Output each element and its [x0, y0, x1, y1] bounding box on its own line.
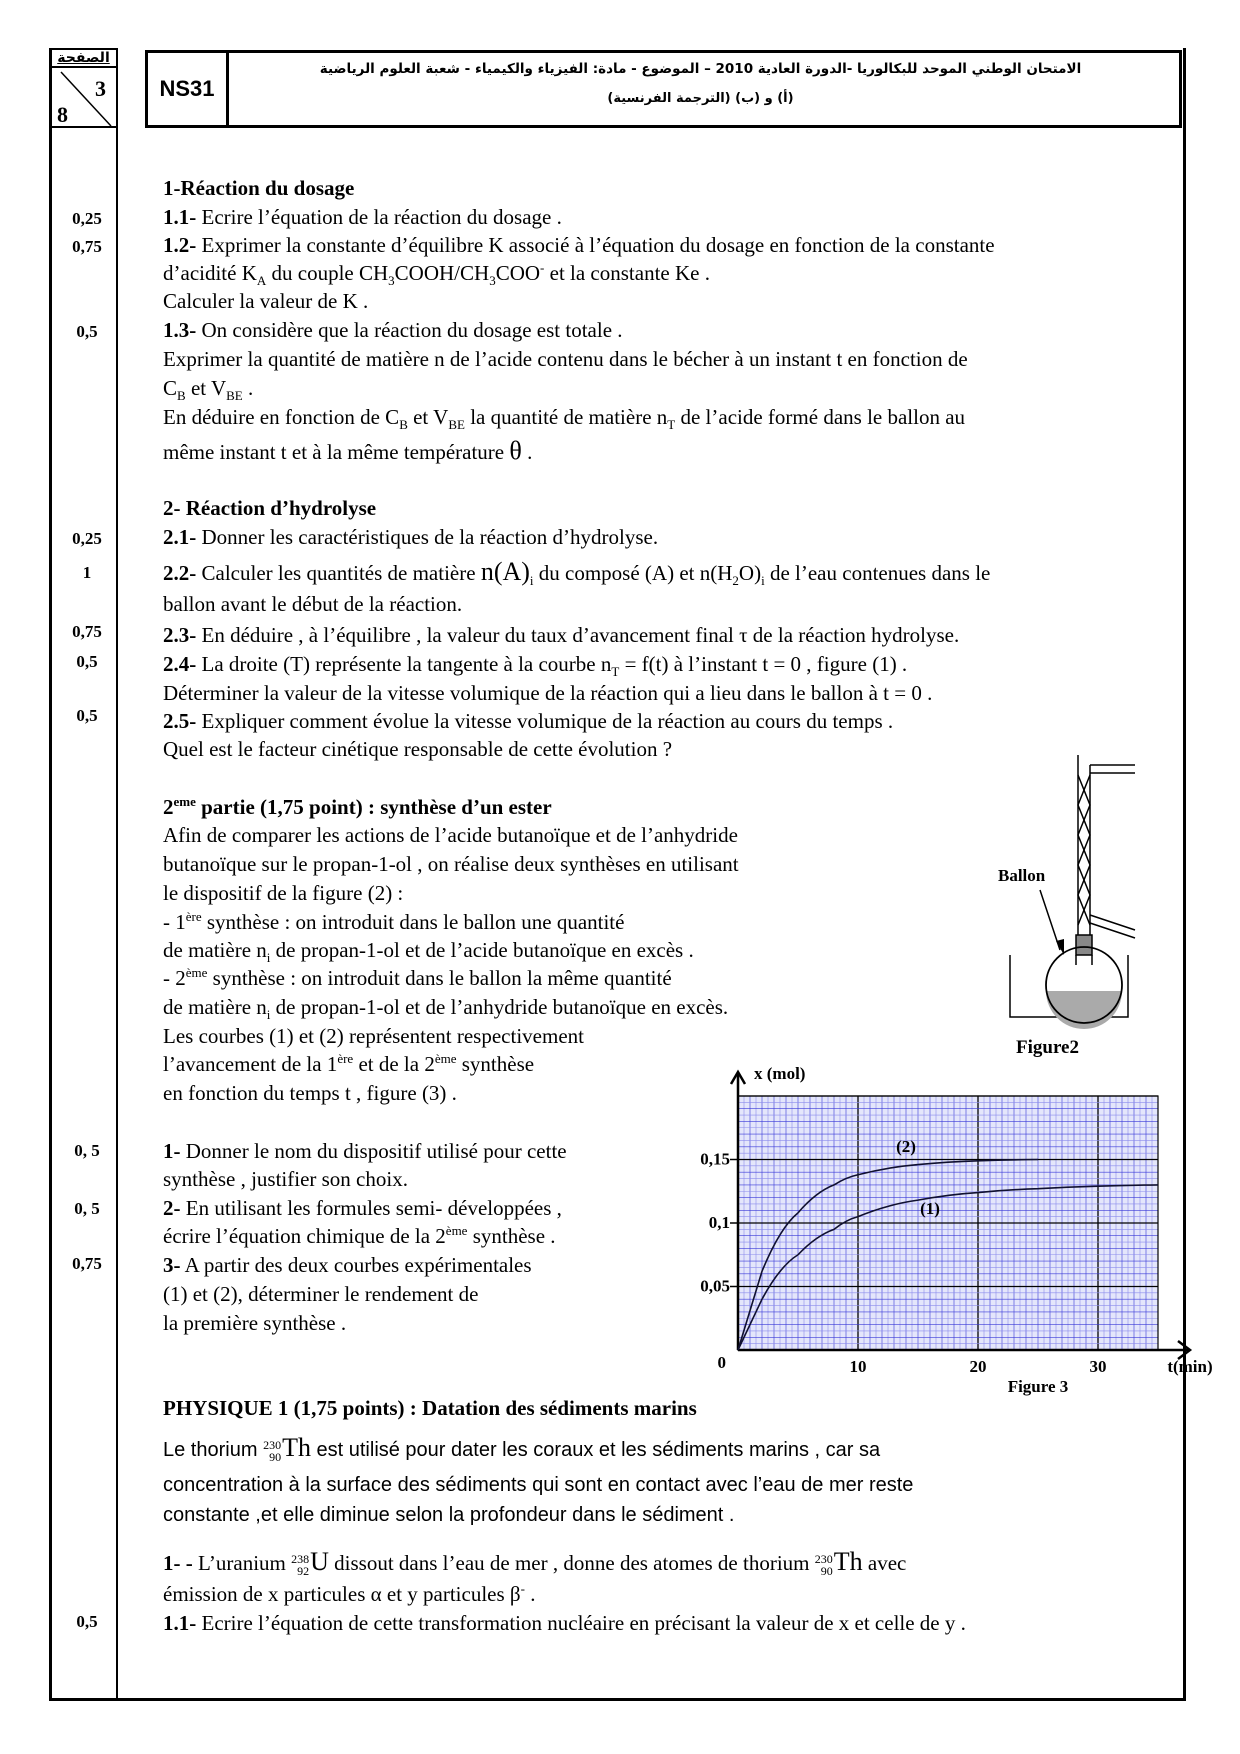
text-run: Afin de comparer les actions de l’acide butanoïque et de l’anhydride — [163, 823, 738, 847]
question-number: 2.3- — [163, 623, 197, 647]
text-run: de matière n — [163, 995, 267, 1019]
subscript: 3 — [388, 273, 395, 289]
subscript: A — [256, 273, 267, 289]
text-run: C — [163, 376, 178, 400]
text-run: Le thorium — [163, 1439, 264, 1461]
x-tick-label: 30 — [1089, 1357, 1107, 1376]
subscript: BE — [226, 388, 243, 404]
text-run: et la constante Ke . — [544, 261, 710, 285]
text-line — [163, 1198, 562, 1219]
frame-right — [1183, 48, 1186, 1701]
score-value: 0, 5 — [74, 1199, 100, 1218]
isotope-numbers — [815, 1553, 833, 1577]
text-run: PHYSIQUE 1 (1,75 points) : Datation des sédiments marins — [163, 1396, 697, 1420]
page-number-box — [49, 48, 118, 128]
text-run: Calculer la valeur de K . — [163, 289, 369, 313]
atomic-number: 92 — [297, 1564, 310, 1579]
chart-title: Figure 3 — [1007, 1377, 1069, 1396]
text-run: O) — [738, 561, 762, 585]
text-line — [163, 854, 739, 875]
text-line — [163, 965, 672, 990]
text-run: écrire l’équation chimique de la 2 — [163, 1224, 446, 1248]
score-value: 0,5 — [76, 1612, 98, 1631]
question-number: 2- — [163, 1196, 181, 1220]
text-line — [163, 1435, 880, 1463]
text-run: synthèse , justifier son choix. — [163, 1167, 408, 1191]
text-line — [163, 739, 672, 760]
score-value: 0,25 — [72, 529, 102, 548]
text-run: COO — [495, 261, 541, 285]
score-value: 0,75 — [72, 237, 102, 256]
text-line — [163, 349, 968, 370]
text-line — [163, 1475, 913, 1495]
text-run: même instant t et à la même température — [163, 440, 510, 464]
text-line — [163, 1169, 408, 1190]
question-number: 1- - — [163, 1551, 198, 1575]
text-line — [163, 1284, 478, 1305]
text-run: la première synthèse . — [163, 1311, 347, 1335]
text-run: On considère que la réaction du dosage est totale . — [196, 318, 623, 342]
frame-left — [49, 48, 52, 1701]
frame-margin-line — [116, 48, 118, 1701]
superscript: eme — [173, 794, 196, 809]
text-run: le dispositif de la figure (2) : — [163, 881, 404, 905]
subscript: i — [761, 573, 765, 589]
text-run: Exprimer la constante d’équilibre K associé à l’équation du dosage en fonction de la constante — [196, 233, 995, 257]
superscript: ème — [445, 1223, 468, 1238]
curve-label: (1) — [920, 1199, 940, 1219]
subscript: 2 — [732, 573, 739, 589]
question-number: 1.1- — [163, 1611, 197, 1635]
text-run: En déduire , à l’équilibre , la valeur du taux d’avancement final τ de la réaction hydrolyse. — [196, 623, 960, 647]
text-run: Ecrire l’équation de cette transformation nucléaire en précisant la valeur de x et celle de y . — [196, 1611, 966, 1635]
symbol: Th — [833, 1547, 863, 1576]
text-run: butanoïque sur le propan-1-ol , on réalise deux synthèses en utilisant — [163, 852, 739, 876]
text-run: synthèse . — [467, 1224, 556, 1248]
text-line — [163, 652, 908, 680]
y-axis-label: x (mol) — [754, 1064, 806, 1083]
question-number: 1.3- — [163, 318, 197, 342]
text-run: du composé (A) et n(H — [533, 561, 733, 585]
text-line — [163, 235, 995, 256]
superscript: - — [540, 260, 545, 275]
text-run: du couple CH — [266, 261, 389, 285]
text-line — [163, 625, 959, 646]
curve-label: (2) — [896, 1136, 916, 1156]
x-axis-label: t(min) — [1167, 1357, 1213, 1376]
symbol: θ — [509, 436, 522, 465]
text-line — [163, 1083, 457, 1104]
text-run: l’avancement de la 1 — [163, 1052, 338, 1076]
superscript: ème — [434, 1051, 457, 1066]
subscript: T — [611, 664, 620, 680]
x-tick-label: 10 — [849, 1357, 867, 1376]
isotope-numbers — [263, 1439, 281, 1463]
subscript: B — [399, 417, 408, 433]
text-run: et de la 2 — [353, 1052, 435, 1076]
text-run: Ecrire l’équation de la réaction du dosage . — [196, 205, 562, 229]
page-label: الصفحة — [51, 50, 116, 68]
text-run: concentration à la surface des sédiments qui sont en contact avec l’eau de mer reste — [163, 1474, 914, 1496]
text-line — [163, 178, 354, 199]
subscript: 3 — [489, 273, 496, 289]
isotope-numbers — [291, 1553, 309, 1577]
score-value: 0,75 — [72, 622, 102, 641]
exam-code: NS31 — [148, 53, 229, 125]
superscript: - — [520, 1581, 525, 1596]
atomic-number: 90 — [269, 1449, 282, 1464]
text-run: avec — [862, 1551, 907, 1575]
text-run: partie (1,75 point) : synthèse d’un ester — [195, 795, 552, 819]
text-run: émission de x particules α et y particules β — [163, 1582, 521, 1606]
question-number: 2.2- — [163, 561, 197, 585]
subscript: BE — [448, 417, 465, 433]
atomic-number: 90 — [820, 1564, 833, 1579]
score-value: 1 — [82, 563, 92, 582]
text-run: est utilisé pour dater les coraux et les sédiments marins , car sa — [310, 1439, 881, 1461]
text-line — [163, 557, 991, 589]
text-run: et V — [407, 405, 449, 429]
text-line — [163, 1141, 567, 1162]
exam-title: الامتحان الوطني الموحد للبكالوريا -الدورة العادية 2010 – الموضوع - مادة: الفيزياء والكيمياء - شعبة العلوم الرياضية — [319, 61, 1082, 77]
text-run: de l’eau contenues dans le — [764, 561, 991, 585]
y-tick-label: 0,1 — [708, 1213, 730, 1232]
figure2-reflux-apparatus — [1000, 755, 1140, 1025]
text-line — [163, 320, 623, 341]
text-run: . — [242, 376, 254, 400]
text-line — [163, 1051, 535, 1076]
text-line — [163, 1223, 556, 1248]
exam-subtitle: (أ) و (ب) (الترجمة الفرنسية) — [607, 91, 794, 106]
text-run: de l’acide formé dans le ballon au — [675, 405, 966, 429]
score-value: 0,5 — [76, 706, 98, 725]
symbol: U — [310, 1547, 329, 1576]
x-tick-label: 20 — [969, 1357, 987, 1376]
text-line — [163, 1398, 697, 1419]
y-tick-label: 0,05 — [700, 1276, 730, 1296]
question-number: 2.5- — [163, 709, 197, 733]
text-line — [163, 376, 254, 404]
text-run: . — [524, 1582, 536, 1606]
question-number: 1.2- — [163, 233, 197, 257]
subscript: i — [529, 573, 534, 589]
text-run: Expliquer comment évolue la vitesse volumique de la réaction au cours du temps . — [196, 709, 894, 733]
text-run: Les courbes (1) et (2) représentent respectivement — [163, 1024, 584, 1048]
text-run: Donner les caractéristiques de la réaction d’hydrolyse. — [196, 525, 659, 549]
text-run: Quel est le facteur cinétique responsable de cette évolution ? — [163, 737, 673, 761]
score-value: 0, 5 — [74, 1141, 100, 1160]
figure2-caption: Figure2 — [1016, 1037, 1079, 1058]
text-run: ballon avant le début de la réaction. — [163, 592, 463, 616]
text-line — [163, 711, 893, 732]
text-run: et V — [185, 376, 227, 400]
superscript: ère — [337, 1051, 354, 1066]
text-run: constante ,et elle diminue selon la profondeur dans le sédiment . — [163, 1504, 735, 1526]
text-run: En déduire en fonction de C — [163, 405, 400, 429]
text-run: - 2 — [163, 966, 186, 990]
text-run: la quantité de matière n — [464, 405, 668, 429]
question-number: 2.4- — [163, 652, 197, 676]
symbol: Th — [282, 1433, 311, 1462]
mass-number: 238 — [291, 1552, 310, 1567]
score-value: 0,25 — [72, 209, 102, 228]
mass-number: 230 — [814, 1552, 833, 1567]
text-run: - 1 — [163, 910, 186, 934]
text-line — [163, 594, 462, 615]
header-box — [145, 50, 1182, 128]
text-line — [163, 1505, 734, 1525]
text-line — [163, 1581, 536, 1606]
text-line — [163, 405, 966, 433]
subscript: B — [177, 388, 186, 404]
text-line — [163, 1255, 532, 1276]
text-run: = f(t) à l’instant t = 0 , figure (1) . — [619, 652, 908, 676]
text-run: Exprimer la quantité de matière n de l’acide contenu dans le bécher à un instant t en fonction de — [163, 347, 968, 371]
text-line — [163, 1549, 906, 1577]
superscript: ère — [185, 909, 202, 924]
text-run: Donner le nom du dispositif utilisé pour cette — [180, 1139, 567, 1163]
text-line — [163, 291, 368, 312]
page-number: 3 — [95, 76, 106, 101]
text-run: 2- Réaction d’hydrolyse — [163, 496, 377, 520]
text-run: Calculer les quantités de matière — [196, 561, 481, 585]
text-run: . — [521, 440, 533, 464]
text-line — [163, 794, 552, 819]
text-run: L’uranium — [198, 1551, 292, 1575]
text-run: (1) et (2), déterminer le rendement de — [163, 1282, 479, 1306]
text-run: dissout dans l’eau de mer , donne des atomes de thorium — [328, 1551, 815, 1575]
figure3-chart — [660, 1050, 1213, 1396]
ballon-label: Ballon — [998, 866, 1046, 885]
text-line — [163, 207, 562, 228]
question-number: 1.1- — [163, 205, 197, 229]
subscript: i — [266, 950, 271, 966]
text-run: 1-Réaction du dosage — [163, 176, 355, 200]
text-run: A partir des deux courbes expérimentales — [180, 1253, 532, 1277]
mass-number: 230 — [263, 1437, 282, 1452]
text-run: 2 — [163, 795, 174, 819]
text-run: de matière n — [163, 938, 267, 962]
page-total: 8 — [57, 102, 68, 127]
text-run: synthèse : on introduit dans le ballon une quantité — [201, 910, 625, 934]
text-line — [163, 938, 694, 966]
subscript: i — [266, 1007, 271, 1023]
question-number: 1- — [163, 1139, 181, 1163]
text-line — [163, 683, 932, 704]
superscript: ème — [185, 965, 208, 980]
score-value: 0,5 — [76, 322, 98, 341]
text-line — [163, 1026, 584, 1047]
text-run: Déterminer la valeur de la vitesse volumique de la réaction qui a lieu dans le ballon à t = 0 . — [163, 681, 933, 705]
text-line — [163, 498, 376, 519]
text-line — [163, 825, 738, 846]
text-run: de propan-1-ol et de l’anhydride butanoïque en excès. — [270, 995, 729, 1019]
text-run: en fonction du temps t , figure (3) . — [163, 1081, 457, 1105]
score-value: 0,75 — [72, 1254, 102, 1273]
text-run: COOH/CH — [394, 261, 490, 285]
text-line — [163, 883, 403, 904]
question-number: 3- — [163, 1253, 181, 1277]
text-line — [163, 260, 710, 289]
y-tick-label: 0,15 — [700, 1149, 730, 1169]
text-line — [163, 909, 625, 934]
question-number: 2.1- — [163, 525, 197, 549]
origin-label: 0 — [717, 1353, 726, 1372]
text-run: La droite (T) représente la tangente à la courbe n — [196, 652, 612, 676]
text-run: de propan-1-ol et de l’acide butanoïque en excès . — [270, 938, 694, 962]
text-line — [163, 1613, 966, 1634]
text-run: d’acidité K — [163, 261, 257, 285]
subscript: T — [667, 417, 676, 433]
text-line — [163, 438, 532, 464]
text-line — [163, 527, 658, 548]
text-line — [163, 1313, 346, 1334]
symbol: n(A) — [480, 557, 530, 586]
text-run: En utilisant les formules semi- développées , — [180, 1196, 562, 1220]
text-run: synthèse : on introduit dans le ballon la même quantité — [207, 966, 672, 990]
text-run: synthèse — [456, 1052, 535, 1076]
score-value: 0,5 — [76, 652, 98, 671]
text-line — [163, 995, 729, 1023]
frame-bottom — [49, 1698, 1186, 1701]
